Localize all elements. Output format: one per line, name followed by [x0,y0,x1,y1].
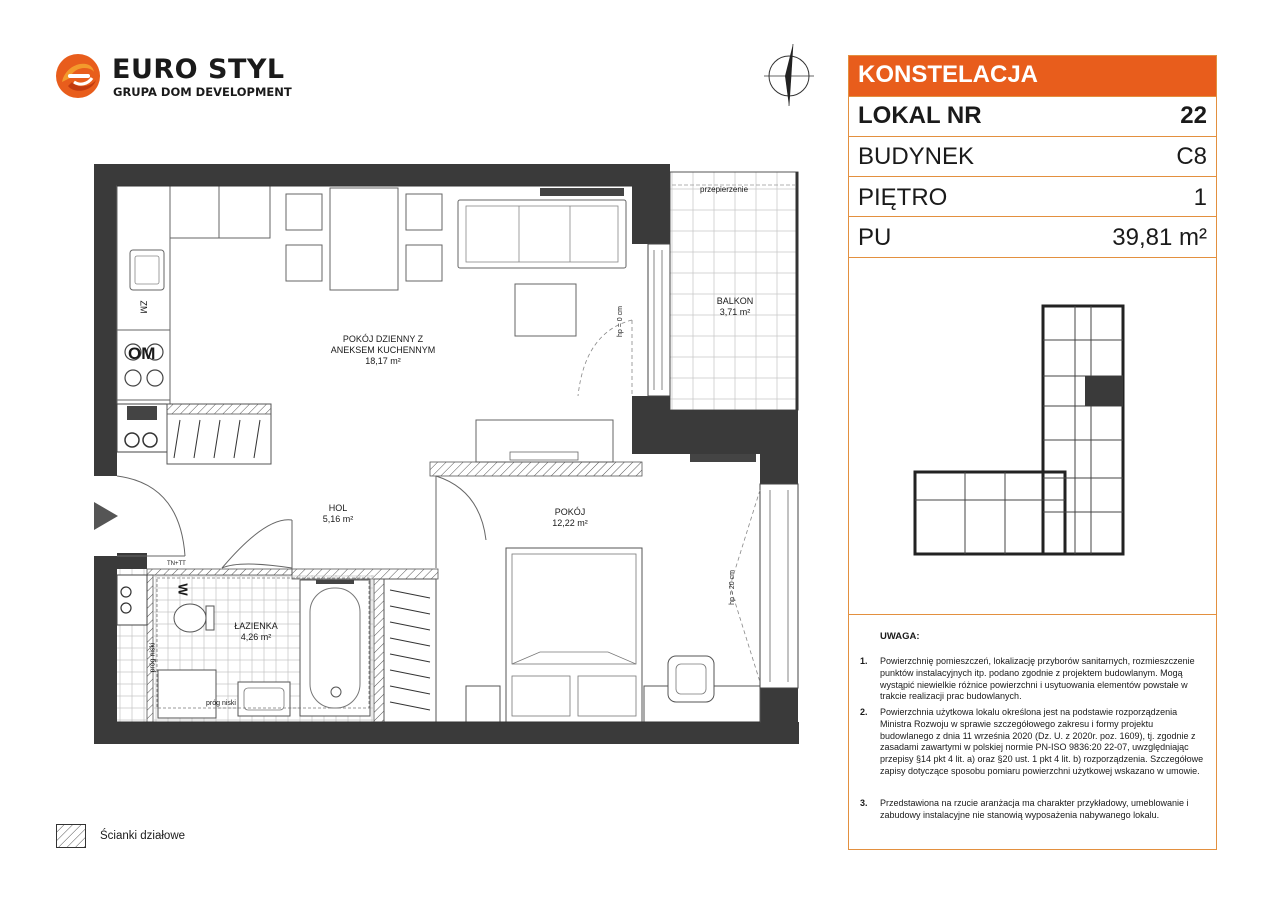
bedroom-label: POKÓJ 12,22 m² [552,507,588,528]
building-key-plan [905,300,1135,560]
om-annotation: OM [128,344,156,363]
unit-highlight [1085,376,1123,406]
note-number: 1. [860,656,868,666]
building-value: C8 [1176,143,1207,170]
balcony-label: BALKON 3,71 m² [716,296,754,317]
balcony-floor [670,172,798,410]
floor-value: 1 [1193,184,1207,211]
bathroom-label: ŁAZIENKA 4,26 m² [234,621,278,642]
building-label: BUDYNEK [858,143,975,170]
note-text: Przedstawiona na rzucie aranżacja ma charakter przykładowy, umeblowanie i zabudowy instalacyjne nie stanowią wyposażenia nabywanego lokalu. [880,798,1189,820]
project-name: KONSTELACJA [858,61,1039,88]
entrance-arrow-icon [94,502,118,530]
area-value: 39,81 m² [1112,224,1207,251]
partition-legend-swatch [56,824,86,848]
partition-annotation: przepierzenie [700,185,749,194]
w-annotation: W [175,583,191,596]
note-number: 3. [860,798,868,808]
unit-number-label: LOKAL NR [858,102,982,129]
threshold-annotation-2: próg niski [206,700,236,707]
note-number: 2. [860,707,868,717]
brand-name: EURO STYL [112,54,285,85]
zm-annotation: ZM [138,300,149,314]
floor-label: PIĘTRO [858,184,948,211]
hall-label: HOL 5,16 m² [322,503,354,524]
hp20-annotation: hp = 20 cm [728,570,736,605]
brand-subtitle: GRUPA DOM DEVELOPMENT [113,85,292,99]
tn-tt-annotation: TN+TT [167,561,186,567]
hp0-annotation: hp = 0 cm [616,306,624,337]
unit-number-value: 22 [1180,102,1207,129]
living-room-label: POKÓJ DZIENNY Z ANEKSEM KUCHENNYM 18,17 m² [330,334,436,366]
note-text: Powierzchnię pomieszczeń, lokalizację przyborów sanitarnych, rozmieszczenie punktów instalacyjnych itp. podano zgodnie z projektem budowlanym. Mogą wystąpić niewielkie różnice powierzchni i usytuowania elementów powstałe w trakcie realizacji prac budowlanych. [880,656,1195,702]
threshold-annotation-1: próg niski [149,642,157,673]
legend-label: Ścianki działowe [100,830,186,842]
notes-title: UWAGA: [880,631,920,642]
area-label: PU [858,224,892,251]
note-text: Powierzchnia użytkowa lokalu określona jest na podstawie rozporządzenia Ministra Rozwoju w sprawie szczegółowego zakresu i formy projektu budowlanego z dnia 11 września 2020 (Dz. U. z 2020r. poz. 1609), tj. zgodnie z zasadami zawartymi w polskiej normie PN-ISO 9836:20 22-07, uwzględniając przepisy §14 pkt 4 lit. a) oraz §20 ust. 1 pkt 4 lit. b) rozporządzenia. Szczegółowe zapisy dotyczące sposobu pomiaru powierzchni użytkowej wskazano w umowie. [880,707,1204,776]
